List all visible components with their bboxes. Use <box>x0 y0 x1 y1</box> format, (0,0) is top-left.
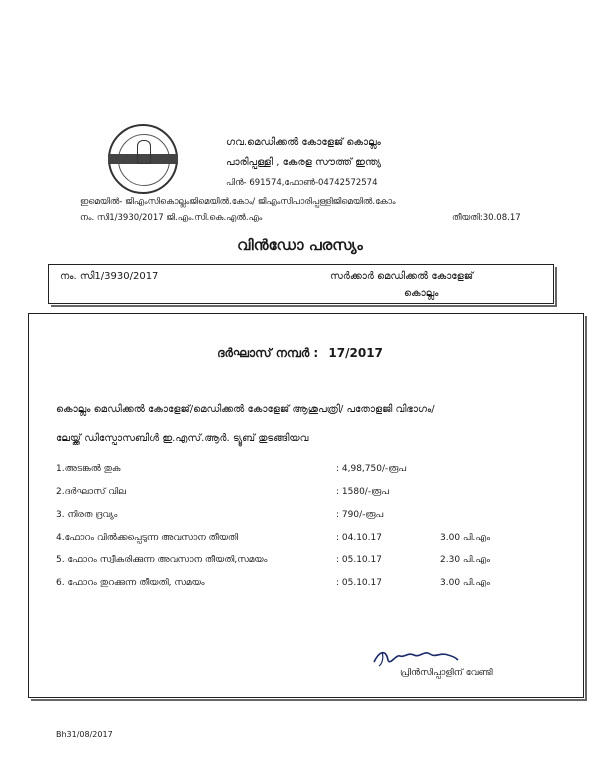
signature-title: പ്രിൻസിപ്പാളിന് വേണ്ടി <box>400 668 493 678</box>
detail-value: : 04.10.17 <box>336 533 382 543</box>
office-name: സർക്കാർ മെഡിക്കൽ കോളേജ് <box>330 271 474 282</box>
tender-heading <box>0 346 600 361</box>
detail-label: 6. ഫോറം തുറക്കുന്ന തീയതി, സമയം <box>56 578 205 588</box>
notice-number: നം. സി1/3930/2017 <box>60 271 159 282</box>
letter-date: തീയതി:30.08.17 <box>452 213 521 223</box>
detail-label: 3. നിരത ദ്രവ്യം <box>56 510 118 520</box>
detail-time: 3.00 പി.എം <box>440 578 491 588</box>
detail-label: 4.ഫോറം വിൽക്കപ്പെടുന്ന അവസാന തീയതി <box>56 533 239 543</box>
seal-emblem <box>137 140 151 164</box>
detail-time: 2.30 പി.എം <box>440 555 491 565</box>
college-address: പാരിപ്പള്ളി , കേരള സൗത്ത് ഇന്ത്യ <box>226 157 381 168</box>
college-email: ഇമെയിൽ- ജിഎംസികൊല്ലംജിമെയിൽ.കോം/ ജിഎംസിപാരിപ്പള്ളിജിമെയിൽ.കോം <box>80 197 396 207</box>
detail-value: : 4,98,750/-രൂപ <box>336 464 407 474</box>
detail-label: 2.ദർഘാസ് വില <box>56 487 126 497</box>
detail-value: : 05.10.17 <box>336 578 382 588</box>
description-line-2: ലേയ്ക്ക് ഡിസ്പോസബിൾ ഇ.എസ്.ആർ. ട്യൂബ് തുടങ്ങിയവ <box>56 433 309 444</box>
notice-box <box>48 264 554 304</box>
detail-time: 3.00 പി.എം <box>440 533 491 543</box>
college-pin-phone: പിൻ- 691574,ഫോൺ-04742572574 <box>226 178 378 188</box>
footer-code: Bh31/08/2017 <box>56 730 113 739</box>
detail-label: 1.അടങ്കൽ തുക <box>56 464 121 474</box>
detail-value: : 05.10.17 <box>336 555 382 565</box>
college-seal-icon <box>108 124 178 194</box>
reference-number: നം. സി1/3930/2017 ജി.എം.സി.കെ.എൽ.എം <box>80 213 263 223</box>
college-name: ഗവ.മെഡിക്കൽ കോളേജ് കൊല്ലം <box>226 137 381 148</box>
description-line-1: കൊല്ലം മെഡിക്കൽ കോളേജ്/മെഡിക്കൽ കോളേജ് ആശുപത്രി/ പതോളജി വിഭാഗം/ <box>56 404 435 415</box>
page-title: വിൻഡോ പരസ്യം <box>237 236 363 254</box>
signature-scribble-icon <box>370 646 460 668</box>
detail-value: : 1580/-രൂപ <box>336 487 389 497</box>
detail-value: : 790/-രൂപ <box>336 510 384 520</box>
tender-label: ദർഘാസ് നമ്പർ : <box>217 346 319 360</box>
content-box <box>28 313 584 698</box>
office-place: കൊല്ലം <box>404 288 439 299</box>
detail-label: 5. ഫോറം സ്വീകരിക്കുന്ന അവസാന തീയതി,സമയം <box>56 555 268 565</box>
tender-number: 17/2017 <box>328 346 383 360</box>
